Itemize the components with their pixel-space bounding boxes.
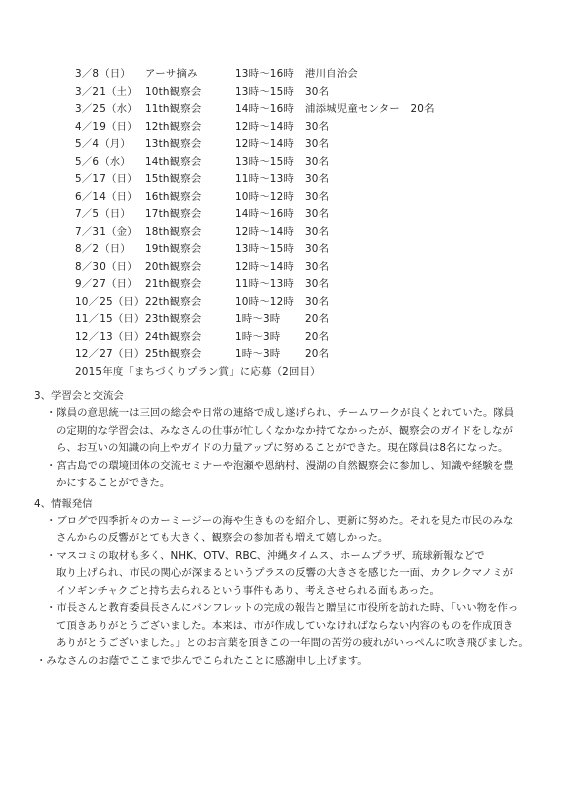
section-heading-study: 3、学習会と交流会 <box>34 390 124 402</box>
schedule-event: 17th観察会 <box>145 208 202 220</box>
schedule-place: 30名 <box>305 138 330 150</box>
schedule-date: 12／27（日） <box>75 348 145 360</box>
schedule-event: 14th観察会 <box>145 155 202 168</box>
schedule-event: 13th観察会 <box>145 138 202 150</box>
schedule-row <box>75 189 545 207</box>
schedule-date: 7／31（金） <box>75 225 138 238</box>
bullet-line: て頂きありがとうございました。本来は、市が作成していなければならない内容のものを作成頂き <box>56 619 514 632</box>
schedule-date: 4／19（日） <box>75 120 138 133</box>
section-info-bullets <box>46 513 554 653</box>
schedule-time: 13時～15時 <box>235 243 295 255</box>
schedule-date: 10／25（日） <box>75 295 145 308</box>
schedule-event: 18th観察会 <box>145 225 202 238</box>
schedule-time: 13時～15時 <box>235 155 295 168</box>
bullet-line: ら、お互いの知識の向上やガイドの力量アップに努めることができた。現在隊員は8名になった。 <box>56 442 509 454</box>
bullet-line: ・ブログで四季折々のカーミージーの海や生きものを紹介し、更新に努めた。それを見た市民のみな <box>46 514 514 527</box>
schedule-place: 30名 <box>305 173 330 185</box>
schedule-row <box>75 136 545 154</box>
report-body <box>24 388 554 670</box>
bullet-item <box>46 513 554 548</box>
schedule-date: 5／6（水） <box>75 155 131 168</box>
schedule-place: 30名 <box>305 295 330 308</box>
section-study-bullets <box>46 405 554 493</box>
schedule-row <box>75 101 545 119</box>
schedule-time: 10時～12時 <box>235 295 295 308</box>
schedule-event: 24th観察会 <box>145 330 202 343</box>
schedule-place: 30名 <box>305 85 330 98</box>
schedule-row <box>75 224 545 242</box>
schedule-time: 14時～16時 <box>235 208 295 220</box>
bullet-line: イソギンチャクごと持ち去られるという事件もあり、考えさせられる面もあった。 <box>56 584 440 597</box>
award-application-line: 2015年度「まちづくりプラン賞」に応募（2回目） <box>75 365 321 378</box>
schedule-event: 10th観察会 <box>145 85 202 98</box>
schedule-time: 1時～3時 <box>235 348 281 360</box>
schedule-event: 16th観察会 <box>145 190 202 203</box>
schedule-time: 12時～14時 <box>235 225 295 238</box>
schedule-time: 12時～14時 <box>235 260 295 273</box>
schedule-time: 1時～3時 <box>235 330 281 343</box>
section-heading-info: 4、情報発信 <box>34 497 93 510</box>
schedule-event: 23th観察会 <box>145 313 202 325</box>
schedule-row <box>75 311 545 329</box>
schedule-date: 5／17（日） <box>75 173 138 185</box>
schedule-row <box>75 119 545 137</box>
schedule-time: 10時～12時 <box>235 190 295 203</box>
schedule-date: 6／14（日） <box>75 190 138 203</box>
bullet-line: ・市長さんと教育委員長さんにパンフレットの完成の報告と贈呈に市役所を訪れた時、「いい物を作っ <box>46 602 519 614</box>
bullet-line: ・宮古島での環境団体の交流セミナーや泡瀬や恩納村、漫湖の自然観察会に参加し、知識や経験を豊 <box>46 459 514 472</box>
bullet-line: 取り上げられ、市民の関心が深まるというプラスの反響の大きさを感じた一面、カクレクマノミが <box>56 567 513 579</box>
schedule-place: 30名 <box>305 208 330 220</box>
schedule-row <box>75 171 545 189</box>
schedule-date: 7／5（日） <box>75 208 131 220</box>
schedule-date: 9／27（日） <box>75 278 138 290</box>
schedule-time: 11時～13時 <box>235 173 295 185</box>
bullet-item <box>46 600 554 653</box>
schedule-row <box>75 259 545 277</box>
schedule-time: 12時～14時 <box>235 138 295 150</box>
schedule-place: 30名 <box>305 120 330 133</box>
schedule-time: 1時～3時 <box>235 313 281 325</box>
schedule-row <box>75 241 545 259</box>
schedule-row <box>75 84 545 102</box>
closing-remark: ・みなさんのお蔭でここまで歩んでこられたことに感謝申し上げます。 <box>36 654 368 667</box>
schedule-time: 11時～13時 <box>235 278 295 290</box>
schedule-place: 30名 <box>305 260 330 273</box>
schedule-date: 11／15（日） <box>75 313 145 325</box>
schedule-event: 22th観察会 <box>145 295 202 308</box>
schedule-event: 21th観察会 <box>145 278 202 290</box>
schedule-row <box>75 329 545 347</box>
schedule-event: 25th観察会 <box>145 348 202 360</box>
schedule-date: 3／21（土） <box>75 85 138 98</box>
bullet-line: ・マスコミの取材も多く、NHK、OTV、RBC、沖縄タイムス、ホームプラザ、琉球新報などで <box>46 549 485 562</box>
schedule-place: 30名 <box>305 190 330 203</box>
schedule-time: 13時～15時 <box>235 85 295 98</box>
schedule-row <box>75 66 545 84</box>
schedule-time: 12時～14時 <box>235 120 295 133</box>
schedule-row <box>75 154 545 172</box>
schedule-event: 11th観察会 <box>145 103 202 115</box>
bullet-item <box>46 458 554 493</box>
schedule-event: アーサ摘み <box>145 68 198 80</box>
bullet-line: さんからの反響がとても大きく、観察会の参加者も増えて嬉しかった。 <box>56 532 389 544</box>
schedule-place: 30名 <box>305 278 330 290</box>
schedule-event: 19th観察会 <box>145 243 202 255</box>
schedule-place: 30名 <box>305 225 330 238</box>
schedule-place: 30名 <box>305 155 330 168</box>
bullet-item <box>46 405 554 458</box>
schedule-date: 8／30（日） <box>75 260 138 273</box>
schedule-date: 3／8（日） <box>75 68 131 80</box>
schedule-row <box>75 346 545 364</box>
schedule-place: 20名 <box>305 330 330 343</box>
bullet-line: かにすることができた。 <box>56 477 171 489</box>
bullet-line: ありがとうございました。」とのお言葉を頂きこの一年間の苦労の疲れがいっぺんに吹き飛びました。 <box>56 637 529 649</box>
schedule-place: 20名 <box>305 348 330 360</box>
bullet-item <box>46 548 554 601</box>
schedule-row <box>75 276 545 294</box>
schedule-place: 浦添城児童センター 20名 <box>305 103 435 115</box>
schedule-date: 5／4（月） <box>75 138 131 150</box>
schedule-row <box>75 206 545 224</box>
schedule-event: 12th観察会 <box>145 120 202 133</box>
bullet-line: ・隊員の意思統一は三回の総会や日常の連絡で成し遂げられ、チームワークが良くとれていた。隊員 <box>46 407 515 419</box>
bullet-line: の定期的な学習会は、みなさんの仕事が忙しくなかなか持てなかったが、観察会のガイドをしなが <box>56 424 513 437</box>
schedule-place: 港川自治会 <box>305 68 358 80</box>
schedule-event: 15th観察会 <box>145 173 202 185</box>
schedule-date: 8／2（日） <box>75 243 131 255</box>
schedule-place: 20名 <box>305 313 330 325</box>
schedule-date: 12／13（日） <box>75 330 145 343</box>
schedule-date: 3／25（水） <box>75 103 138 115</box>
schedule-time: 14時～16時 <box>235 103 295 115</box>
schedule-event: 20th観察会 <box>145 260 202 273</box>
schedule-row <box>75 294 545 312</box>
schedule-time: 13時～16時 <box>235 68 295 80</box>
schedule-place: 30名 <box>305 243 330 255</box>
activity-schedule <box>75 66 545 381</box>
